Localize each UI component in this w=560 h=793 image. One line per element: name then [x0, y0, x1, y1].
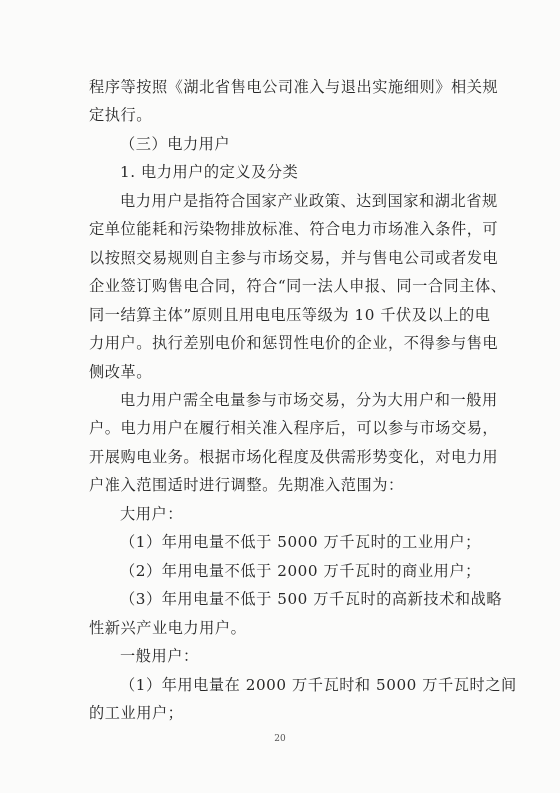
page-number: 20	[274, 734, 286, 744]
body-text-line: 电力用户需全电量参与市场交易，分为大用户和一般用	[120, 391, 498, 409]
body-text-line: 性新兴产业电力用户。	[89, 618, 247, 637]
body-text-line: 户准入范围适时进行调整。先期准入范围为：	[89, 476, 404, 495]
list-item: （3）年用电量不低于 500 万千瓦时的高新技术和战略	[120, 590, 503, 609]
body-text-line: 以按照交易规则自主参与市场交易，并与售电公司或者发电	[89, 248, 499, 267]
list-item: （1）年用电量在 2000 万千瓦时和 5000 万千瓦时之间	[120, 675, 517, 694]
body-text-line: 力用户。执行差别电价和惩罚性电价的企业，不得参与售电	[89, 334, 499, 353]
list-item: （2）年用电量不低于 2000 万千瓦时的商业用户；	[120, 561, 481, 580]
list-heading: 大用户：	[120, 504, 183, 523]
list-heading: 一般用户：	[120, 647, 199, 666]
body-text-line: 开展购电业务。根据市场化程度及供需形势变化，对电力用	[89, 447, 499, 466]
body-text-line: 侧改革。	[89, 362, 152, 381]
body-text-line: 程序等按照《湖北省售电公司准入与退出实施细则》相关规	[89, 78, 499, 96]
body-text-line: 的工业用户；	[89, 704, 184, 722]
body-text-line: 同一结算主体”原则且用电电压等级为 10 千伏及以上的电	[89, 305, 491, 324]
body-text-line: 户。电力用户在履行相关准入程序后，可以参与市场交易，	[89, 419, 499, 438]
body-text-line: 定执行。	[89, 106, 152, 125]
section-heading: （三）电力用户	[120, 134, 231, 153]
body-text-line: 企业签订购售电合同，符合“同一法人申报、同一合同主体、	[89, 277, 507, 296]
body-text-line: 电力用户是指符合国家产业政策、达到国家和湖北省规	[120, 191, 498, 210]
list-item: （1）年用电量不低于 5000 万千瓦时的工业用户；	[120, 533, 481, 552]
body-text-line: 定单位能耗和污染物排放标准、符合电力市场准入条件，可	[89, 220, 499, 239]
subsection-heading: 1. 电力用户的定义及分类	[120, 163, 299, 182]
